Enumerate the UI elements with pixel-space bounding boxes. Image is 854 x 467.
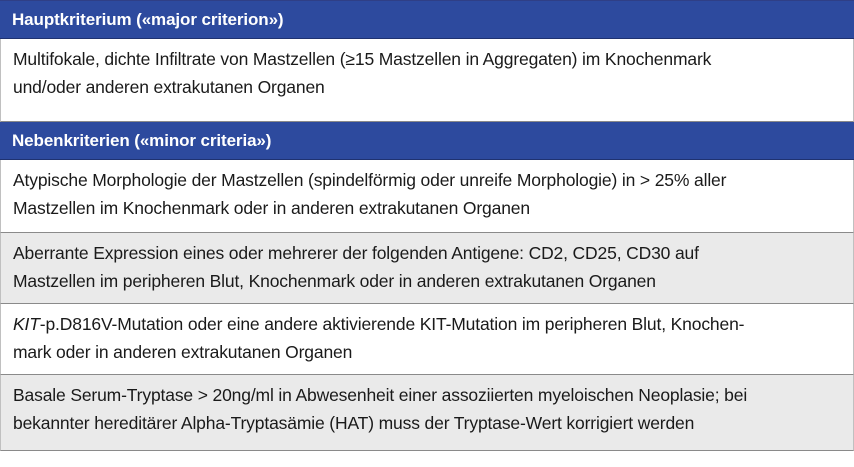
- gene-name-kit: KIT: [13, 314, 40, 334]
- row-text-line-2: und/oder anderen extrakutanen Organen: [13, 77, 325, 97]
- row-text-line-1: Aberrante Expression eines oder mehrerer der folgenden Antigene: CD2, CD25, CD30 auf: [13, 243, 699, 263]
- row-text-line-1: Multifokale, dichte Infiltrate von Mastzellen (≥15 Mastzellen in Aggregaten) im Knochenmark: [13, 49, 712, 69]
- row-text-line-2: bekannter hereditärer Alpha-Tryptasämie (HAT) muss der Tryptase-Wert korrigiert werden: [13, 413, 695, 433]
- minor-criterion-row-morphology: [0, 160, 854, 233]
- row-text-line-2: Mastzellen im peripheren Blut, Knochenmark oder in anderen extrakutanen Organen: [13, 271, 656, 291]
- row-text-line-2: Mastzellen im Knochenmark oder in anderen extrakutanen Organen: [13, 198, 530, 218]
- row-text-line-1-rest: -p.D816V-Mutation oder eine andere aktivierende KIT-Mutation im peripheren Blut, Knochen-: [39, 314, 745, 334]
- minor-criterion-row-tryptase: [0, 375, 854, 451]
- major-criterion-header: Hauptkriterium («major criterion»): [0, 1, 854, 39]
- row-text-line-1: [13, 310, 841, 338]
- minor-criteria-header: Nebenkriterien («minor criteria»): [0, 122, 854, 160]
- row-text-line-2: mark oder in anderen extrakutanen Organen: [13, 342, 353, 362]
- minor-criterion-row-kit-mutation: [0, 304, 854, 375]
- minor-criterion-row-expression: [0, 233, 854, 304]
- row-text-line-1: Basale Serum-Tryptase > 20ng/ml in Abwesenheit einer assoziierten myeloischen Neoplasie; bei: [13, 385, 748, 405]
- row-text-line-1: Atypische Morphologie der Mastzellen (spindelförmig oder unreife Morphologie) in > 25% aller: [13, 170, 727, 190]
- major-criterion-row: [0, 39, 854, 122]
